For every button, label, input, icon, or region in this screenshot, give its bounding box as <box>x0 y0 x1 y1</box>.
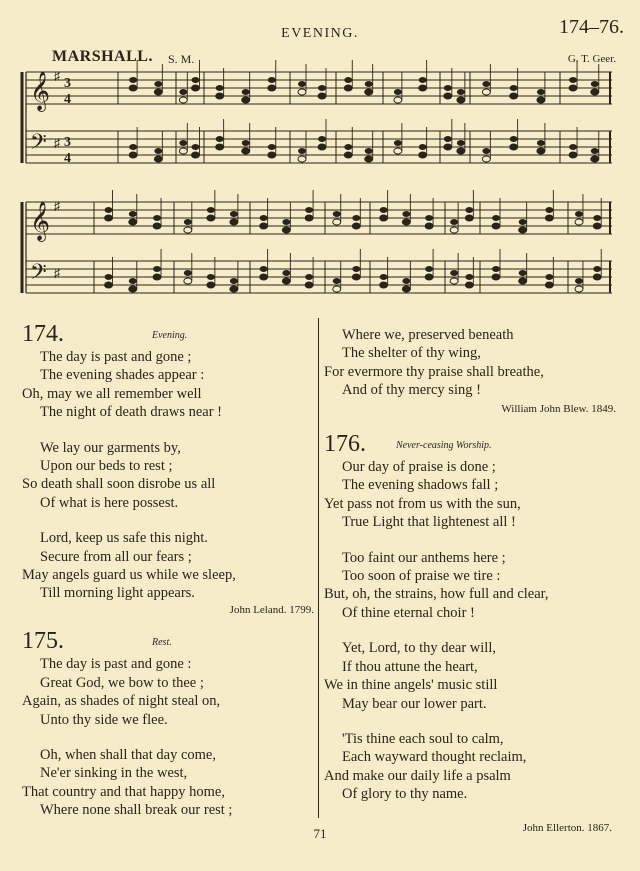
verse-line: Of glory to thy name. <box>342 786 468 803</box>
verse-line: Of what is here possest. <box>40 494 179 511</box>
verse-line: And make our daily life a psalm <box>324 767 511 784</box>
hymn-range: 174–76. <box>559 16 624 38</box>
verse-line: Till morning light appears. <box>40 585 195 602</box>
attribution: John Ellerton. 1867. <box>522 822 612 834</box>
verse-line: Ne'er sinking in the west, <box>40 765 188 782</box>
stanza <box>324 730 616 804</box>
stanza-continued <box>324 326 616 400</box>
verse-line: That country and that happy home, <box>22 783 225 800</box>
svg-text:𝄢: 𝄢 <box>30 130 47 159</box>
verse-line: The evening shadows fall ; <box>342 477 499 494</box>
verse-line: 'Tis thine each soul to calm, <box>342 730 504 747</box>
verse-line: If thou attune the heart, <box>342 658 478 675</box>
hymn-subtitle: Never-ceasing Worship. <box>396 440 492 452</box>
verse-line: May angels guard us while we sleep, <box>22 567 236 584</box>
stanza <box>324 639 616 713</box>
stanza <box>22 439 314 513</box>
verse-line: And of thy mercy sing ! <box>342 382 481 399</box>
verse-line: Where we, preserved beneath <box>342 327 514 343</box>
verse-line: The shelter of thy wing, <box>342 345 481 362</box>
svg-text:♯: ♯ <box>54 266 60 280</box>
svg-text:4: 4 <box>64 151 71 166</box>
svg-text:♯: ♯ <box>54 136 60 150</box>
hymn-number: 175. <box>22 628 64 655</box>
hymn-subtitle: Evening. <box>152 330 188 341</box>
tune-name: MARSHALL. <box>52 48 153 65</box>
stanza <box>22 529 314 603</box>
verse-line: For evermore thy praise shall breathe, <box>324 363 544 380</box>
svg-text:♯: ♯ <box>54 199 60 213</box>
stanza <box>324 458 616 532</box>
right-column <box>324 326 616 804</box>
svg-text:♯: ♯ <box>54 69 60 83</box>
verse-line: The night of death draws near ! <box>40 404 222 421</box>
stanza <box>22 655 314 729</box>
verse-line: Unto thy side we flee. <box>40 711 168 728</box>
verse-line: Of thine eternal choir ! <box>342 604 475 621</box>
verse-line: The evening shades appear : <box>40 367 205 384</box>
svg-text:𝄞: 𝄞 <box>30 203 51 240</box>
stanza <box>22 348 314 422</box>
verse-line: Great God, we bow to thee ; <box>40 674 204 691</box>
stanza <box>22 746 314 820</box>
hymn-176-heading <box>324 430 616 458</box>
page-header-title: EVENING. <box>281 26 359 41</box>
verse-line: The day is past and gone ; <box>40 349 192 365</box>
attribution: William John Blew. 1849. <box>501 402 616 415</box>
verse-line: Yet pass not from us with the sun, <box>324 495 521 512</box>
composer: G. T. Geer. <box>567 53 616 65</box>
svg-text:3: 3 <box>64 76 71 91</box>
verse-line: Again, as shades of night steal on, <box>22 693 221 710</box>
music-score <box>0 0 640 310</box>
column-divider <box>318 318 319 818</box>
verse-line: Each wayward thought reclaim, <box>342 749 527 766</box>
svg-text:𝄞: 𝄞 <box>30 73 51 110</box>
svg-text:𝄢: 𝄢 <box>30 260 47 289</box>
svg-text:3: 3 <box>64 135 71 150</box>
verse-line: Too soon of praise we tire : <box>342 568 501 585</box>
verse-line: Where none shall break our rest ; <box>40 802 233 819</box>
verse-line: Oh, when shall that day come, <box>40 746 216 763</box>
verse-line: Lord, keep us safe this night. <box>40 530 208 547</box>
verse-line: We in thine angels' music still <box>324 677 498 694</box>
hymn-subtitle: Rest. <box>152 637 172 649</box>
verse-line: Yet, Lord, to thy dear will, <box>342 640 496 657</box>
verse-line: Too faint our anthems here ; <box>342 549 506 566</box>
attribution: John Leland. 1799. <box>229 603 314 616</box>
svg-text:4: 4 <box>64 92 71 107</box>
verse-line: Upon our beds to rest ; <box>40 458 173 475</box>
verse-line: But, oh, the strains, how full and clear, <box>324 586 549 603</box>
verse-line: The day is past and gone : <box>40 656 192 673</box>
hymn-number: 174. <box>22 321 64 347</box>
verse-line: We lay our garments by, <box>40 439 181 456</box>
page-number: 71 <box>313 826 327 841</box>
verse-line: True Light that lightenest all ! <box>342 514 516 531</box>
hymn-175-heading <box>22 627 314 655</box>
verse-line: Oh, may we all remember well <box>22 385 202 402</box>
verse-line: Our day of praise is done ; <box>342 459 496 476</box>
verse-line: May bear our lower part. <box>342 695 487 712</box>
hymn-number: 176. <box>324 431 366 458</box>
stanza <box>324 549 616 623</box>
left-column <box>22 320 314 820</box>
verse-line: So death shall soon disrobe us all <box>22 476 216 493</box>
verse-line: Secure from all our fears ; <box>40 548 192 565</box>
tune-meter: S. M. <box>168 52 195 66</box>
hymn-174-heading <box>22 320 314 348</box>
